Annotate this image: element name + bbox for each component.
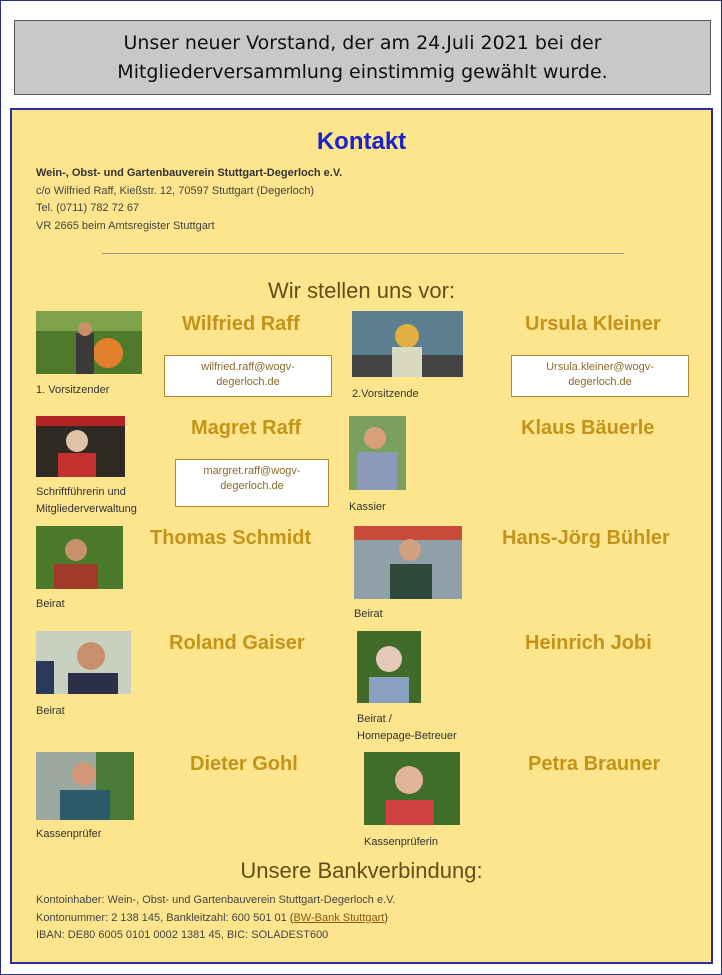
org-register: VR 2665 beim Amtsregister Stuttgart [36, 219, 215, 232]
member-photo [36, 526, 123, 589]
member-role: 1. Vorsitzender [36, 384, 110, 396]
member-name: Wilfried Raff [182, 313, 300, 335]
member-name: Klaus Bäuerle [521, 417, 655, 439]
member-role: Kassenprüferin [364, 836, 438, 848]
bank-account: Kontonummer: 2 138 145, Bankleitzahl: 600 501 01 (BW-Bank Stuttgart) [36, 911, 389, 924]
member-role: Kassier [349, 501, 386, 513]
member-photo [352, 311, 463, 377]
member-photo [36, 416, 125, 477]
member-name: Heinrich Jobi [525, 632, 652, 654]
bank-iban: IBAN: DE80 6005 0101 0002 1381 45, BIC: SOLADEST600 [36, 929, 329, 941]
divider [102, 253, 624, 254]
bank-info [36, 892, 396, 945]
org-address: c/o Wilfried Raff, Kießstr. 12, 70597 Stuttgart (Degerloch) [36, 184, 314, 197]
member-role: 2.Vorsitzende [352, 388, 419, 400]
email-box[interactable]: margret.raff@wogv- degerloch.de [175, 459, 329, 507]
member-name: Petra Brauner [528, 753, 661, 775]
member-photo [36, 311, 142, 374]
member-role: Beirat / Homepage-Betreuer [357, 713, 457, 742]
contact-title: Kontakt [316, 128, 407, 155]
member-name: Roland Gaiser [169, 632, 305, 654]
bank-holder: Kontoinhaber: Wein-, Obst- und Gartenbauverein Stuttgart-Degerloch e.V. [36, 894, 396, 906]
banner-line-1: Unser neuer Vorstand, der am 24.Juli 2021 bei der [123, 32, 602, 54]
email-box[interactable]: wilfried.raff@wogv- degerloch.de [164, 355, 332, 397]
member-photo [364, 752, 460, 825]
announcement-banner [14, 20, 711, 95]
banner-line-2: Mitgliederversammlung einstimmig gewählt wurde. [117, 61, 608, 83]
member-photo [349, 416, 406, 490]
org-info [36, 165, 342, 235]
bank-link[interactable]: BW-Bank Stuttgart [293, 911, 385, 924]
member-role: Beirat [36, 705, 65, 717]
member-name: Magret Raff [191, 417, 302, 439]
member-role: Schriftführerin und Mitgliederverwaltung [36, 486, 137, 515]
member-name: Thomas Schmidt [150, 527, 312, 549]
email-box[interactable]: Ursula.kleiner@wogv- degerloch.de [511, 355, 689, 397]
member-name: Hans-Jörg Bühler [502, 527, 670, 549]
member-role: Beirat [354, 608, 383, 620]
member-photo [36, 631, 131, 694]
member-role: Kassenprüfer [36, 828, 102, 840]
contact-panel [10, 108, 713, 964]
member-name: Ursula Kleiner [525, 313, 661, 335]
org-name: Wein-, Obst- und Gartenbauverein Stuttgart-Degerloch e.V. [36, 167, 343, 179]
member-role: Beirat [36, 598, 65, 610]
member-photo [357, 631, 421, 703]
member-photo [354, 526, 462, 599]
org-phone: Tel. (0711) 782 72 67 [36, 202, 140, 214]
bank-heading: Unsere Bankverbindung: [240, 858, 483, 883]
team-heading: Wir stellen uns vor: [267, 278, 456, 303]
member-photo [36, 752, 134, 820]
member-name: Dieter Gohl [190, 753, 298, 775]
